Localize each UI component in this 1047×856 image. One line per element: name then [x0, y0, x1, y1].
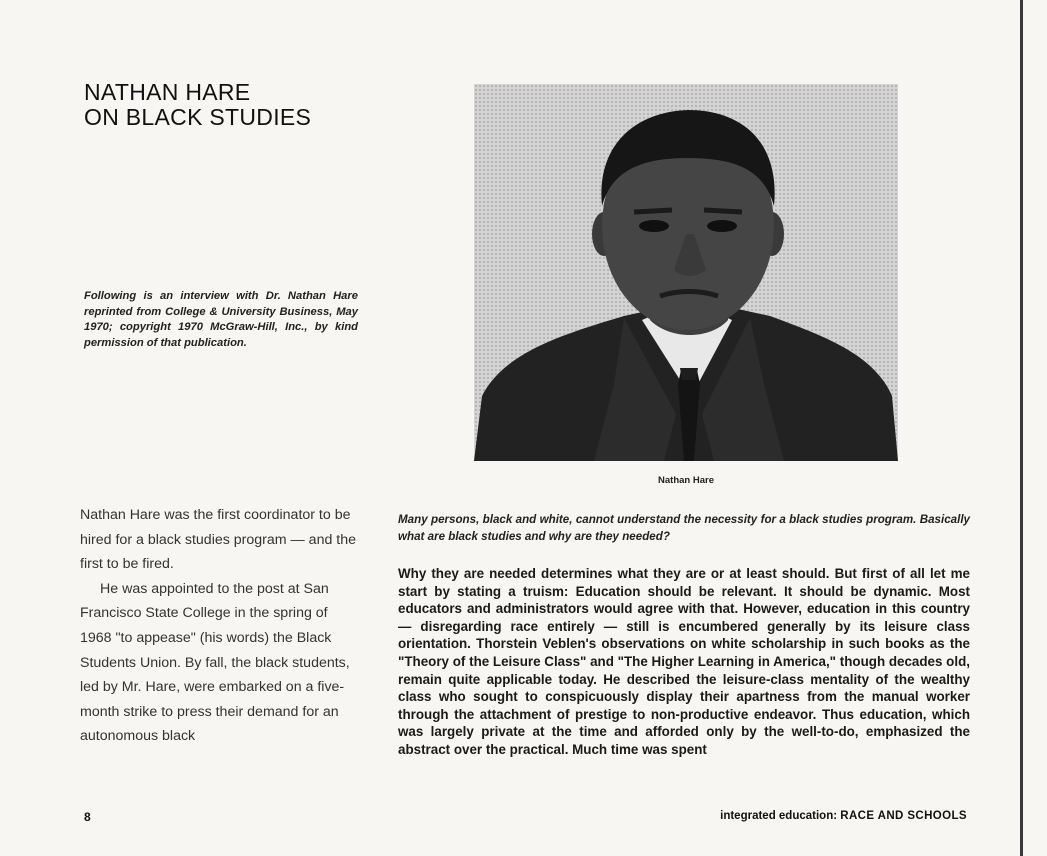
intro-column — [80, 503, 360, 749]
page-edge-divider — [1020, 0, 1023, 856]
interview-question: Many persons, black and white, cannot understand the necessity for a black studies program. Basically what are black studies and why are they needed? — [398, 513, 970, 543]
intro-paragraph: Nathan Hare was the first coordinator to be hired for a black studies program — and the first to be fired. — [80, 507, 357, 573]
portrait-illustration — [474, 84, 898, 461]
journal-name: integrated education: — [720, 810, 838, 822]
journal-section: RACE AND SCHOOLS — [840, 810, 967, 822]
intro-paragraph: He was appointed to the post at San Francisco State College in the spring of 1968 "to appease" (his words) the Black Students Union. By fall, the black students, led by Mr. Hare, were embarked on a five-month strike to press their demand for an autonomous black — [80, 580, 350, 745]
article-title — [84, 80, 311, 130]
portrait-photo — [474, 84, 898, 461]
interview-answer: Why they are needed determines what they are or at least should. But first of all let me start by stating a truism: Education should be relevant. It should be dynamic. Most educators and administrators would agree with that. However, education in this country — disregarding race entirely — still is encumbered generally by its leisure class orientation. Thorstein Veblen's observations on white scholarship in such books as the "Theory of the Leisure Class" and "The Higher Learning in America," though decades old, remain quite applicable today. He described the leisure-class mentality of the wealthy class who sought to conspicuously display their apartness from the manual worker through the attachment of prestige to non-productive endeavor. Thus education, which was largely private at the time and afforded only by the well-to-do, emphasized the abstract over the practical. Much time was spent — [398, 566, 970, 757]
page-number: 8 — [84, 810, 91, 824]
photo-caption: Nathan Hare — [658, 475, 714, 486]
reprint-credit: Following is an interview with Dr. Nathan Hare reprinted from College & University Business, May 1970; copyright 1970 McGraw-Hill, Inc., by kind permission of that publication. — [84, 290, 358, 349]
title-line-2: ON BLACK STUDIES — [84, 104, 312, 130]
running-footer — [720, 810, 967, 822]
title-line-1: NATHAN HARE — [84, 79, 251, 105]
